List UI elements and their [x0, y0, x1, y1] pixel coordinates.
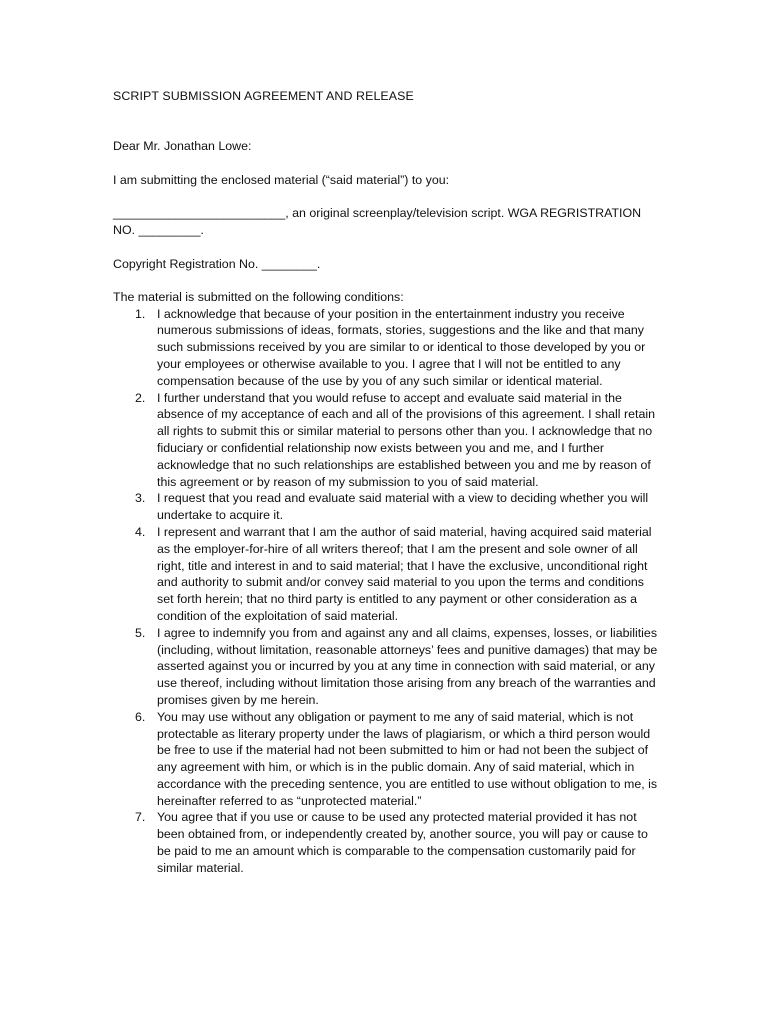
condition-number: 4.	[135, 524, 146, 539]
condition-text: I acknowledge that because of your position in the entertainment industry you receive numerous submissions of ideas, formats, stories, suggestions and the like and that many such submissions received by you are similar to or identical to those developed by you or your employees or otherwise available to you. I agree that I will not be entitled to any compensation because of the use by you of any such similar or identical material.	[157, 306, 646, 388]
spacer	[113, 239, 663, 256]
condition-number: 2.	[135, 390, 146, 405]
condition-item	[113, 490, 663, 524]
conditions-list	[113, 306, 663, 877]
condition-item	[113, 390, 663, 491]
conditions-intro: The material is submitted on the following conditions:	[113, 289, 404, 304]
spacer	[113, 273, 663, 289]
condition-item	[113, 524, 663, 625]
condition-text: I agree to indemnify you from and against any and all claims, expenses, losses, or liabilities (including, without limitation, reasonable attorneys’ fees and punitive damages) that may be asserted against you or incurred by you at any time in connection with said material, or any use thereof, including without limitation those arising from any breach of the warranties and promises given by me herein.	[157, 625, 658, 707]
condition-text: You agree that if you use or cause to be used any protected material provided it has not been obtained from, or independently created by, another source, you will pay or cause to be paid to me an amount which is comparable to the compensation customarily paid for similar material.	[157, 810, 648, 875]
condition-number: 7.	[135, 810, 146, 825]
document-title: SCRIPT SUBMISSION AGREEMENT AND RELEASE	[113, 89, 414, 103]
material-line: _________________________, an original screenplay/television script. WGA REGRISTRATION NO. _________.	[113, 206, 642, 238]
condition-number: 5.	[135, 625, 146, 640]
copyright-line: Copyright Registration No. ________.	[113, 256, 321, 271]
condition-text: I further understand that you would refuse to accept and evaluate said material in the absence of my acceptance of each and all of the provisions of this agreement. I shall retain all rights to submit this or similar material to persons other than you. I acknowledge that no fiduciary or confidential relationship now exists between you and me, and I further acknowledge that no such relationships are established between you and me by reason of this agreement or by reason of my submission to you of said material.	[157, 390, 655, 489]
intro-paragraph: I am submitting the enclosed material (“said material”) to you:	[113, 172, 450, 187]
condition-number: 1.	[135, 306, 146, 321]
spacer	[113, 188, 663, 205]
condition-text: You may use without any obligation or payment to me any of said material, which is not protectable as literary property under the laws of plagiarism, or which a third person would be free to use if the material had not been submitted to him or had not been the subject of any agreement with him, or which is in the public domain. Any of said material, which in accordance with the preceding sentence, you are entitled to use without obligation to me, is hereinafter referred to as “unprotected material.”	[157, 709, 658, 808]
condition-item	[113, 306, 663, 390]
salutation: Dear Mr. Jonathan Lowe:	[113, 138, 252, 153]
condition-item	[113, 709, 663, 810]
condition-text: I request that you read and evaluate said material with a view to deciding whether you will undertake to acquire it.	[157, 491, 649, 523]
spacer	[113, 155, 663, 172]
condition-number: 6.	[135, 709, 146, 724]
condition-number: 3.	[135, 491, 146, 506]
condition-item	[113, 625, 663, 709]
spacer	[113, 105, 663, 138]
document-page	[113, 88, 663, 877]
condition-text: I represent and warrant that I am the author of said material, having acquired said material as the employer-for-hire of all writers thereof; that I am the present and sole owner of all right, title and interest in and to said material; that I have the exclusive, unconditional right and authority to submit and/or convey said material to you upon the terms and conditions set forth herein; that no third party is entitled to any payment or other consideration as a condition of the exploitation of said material.	[157, 524, 652, 623]
condition-item	[113, 809, 663, 876]
